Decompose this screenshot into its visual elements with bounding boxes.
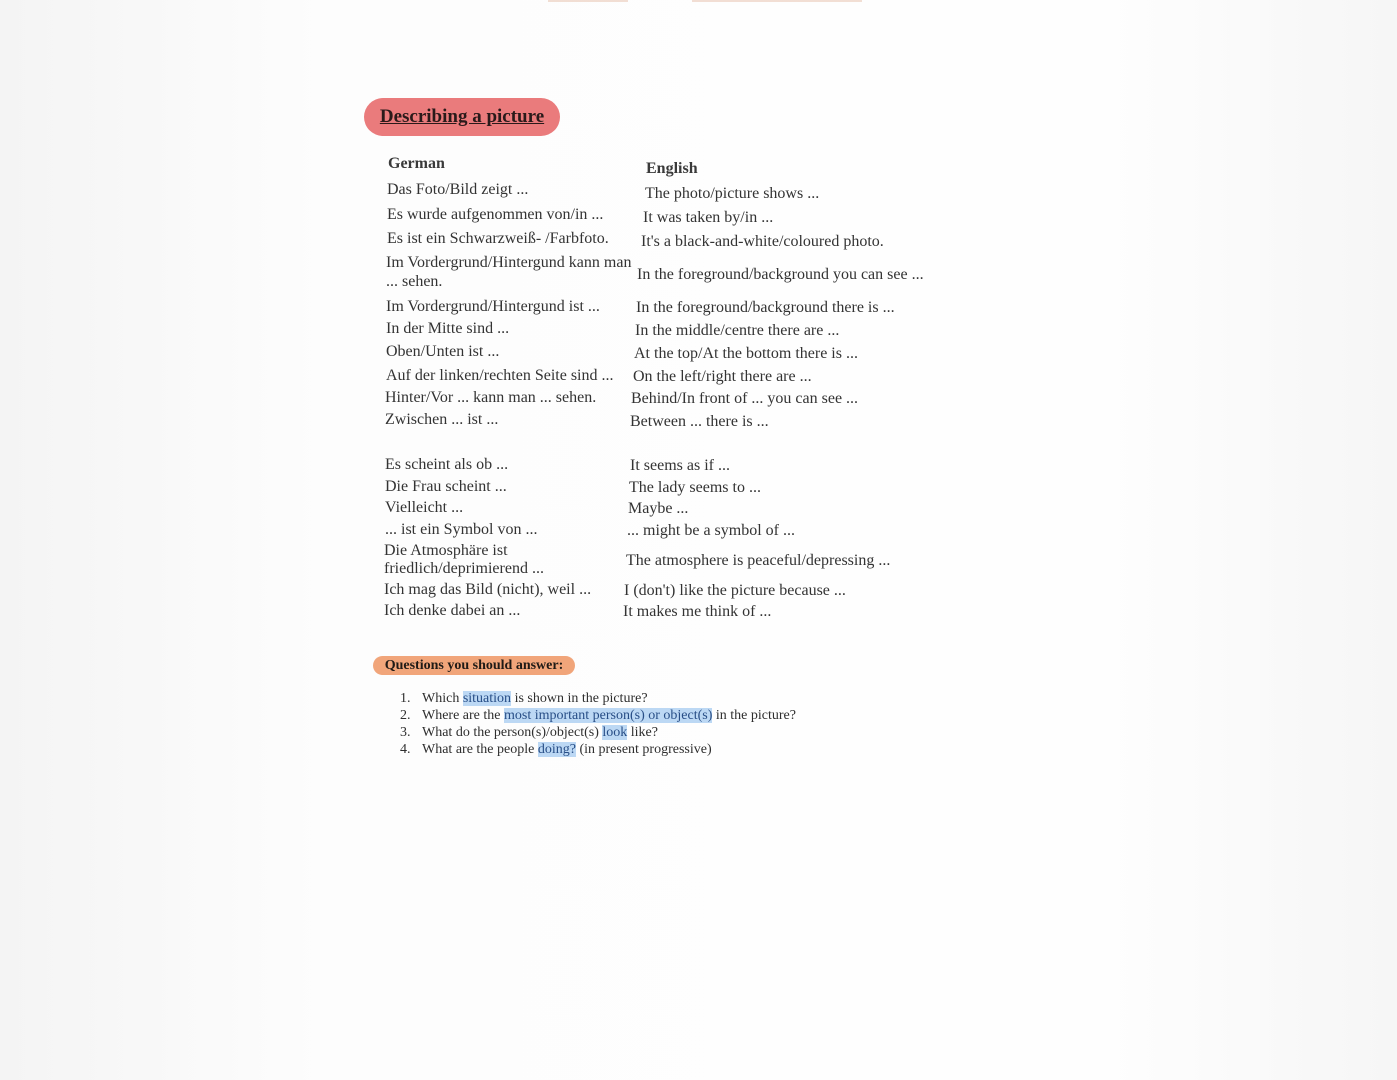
english-phrase: It's a black-and-white/coloured photo. [641, 233, 884, 250]
german-phrase: ... ist ein Symbol von ... [385, 521, 538, 538]
english-column-heading: English [646, 160, 698, 177]
german-phrase: Zwischen ... ist ... [385, 411, 499, 428]
question-text: is shown in the picture? [511, 691, 648, 706]
question-highlight: situation [462, 691, 512, 706]
english-phrase: ... might be a symbol of ... [627, 522, 795, 539]
german-phrase-continued: ... sehen. [386, 273, 443, 290]
questions-heading: Questions you should answer: [384, 657, 564, 673]
question-text: like? [627, 725, 658, 740]
question-text: What do the person(s)/object(s) [422, 725, 603, 740]
english-phrase: Between ... there is ... [630, 413, 769, 430]
question-highlight: most important person(s) or object(s) [504, 708, 713, 723]
question-text: (in present progressive) [575, 742, 712, 757]
english-phrase: Behind/In front of ... you can see ... [631, 390, 859, 407]
question-text: What are the people [422, 742, 538, 757]
question-text: in the picture? [712, 708, 796, 723]
german-phrase: Vielleicht ... [385, 499, 464, 516]
question-text: Where are the [422, 708, 504, 723]
german-phrase: Auf der linken/rechten Seite sind ... [386, 367, 614, 384]
english-phrase: The photo/picture shows ... [645, 185, 820, 202]
english-phrase: Maybe ... [628, 500, 689, 517]
german-phrase: Die Atmosphäre ist [384, 542, 508, 559]
questions-badge [373, 656, 575, 675]
german-phrase: Im Vordergrund/Hintergund kann man [386, 254, 632, 271]
german-phrase: Es ist ein Schwarzweiß- /Farbfoto. [387, 230, 609, 247]
english-phrase: In the middle/centre there are ... [635, 322, 840, 339]
english-phrase: It seems as if ... [630, 457, 730, 474]
english-phrase: In the foreground/background there is ... [636, 299, 895, 316]
german-phrase: Ich mag das Bild (nicht), weil ... [384, 581, 592, 598]
english-phrase: At the top/At the bottom there is ... [634, 345, 858, 362]
german-phrase: Die Frau scheint ... [385, 478, 507, 495]
question-item [400, 724, 796, 741]
question-highlight: doing? [537, 742, 576, 757]
question-number: 4. [400, 742, 411, 757]
scan-edge-mark [692, 0, 862, 2]
question-text: Which [422, 691, 463, 706]
english-phrase: It was taken by/in ... [643, 209, 774, 226]
questions-list [400, 690, 796, 758]
english-phrase: I (don't) like the picture because ... [624, 582, 846, 599]
german-phrase: Das Foto/Bild zeigt ... [387, 181, 529, 198]
german-phrase-continued: friedlich/deprimierend ... [384, 560, 544, 577]
english-phrase: The atmosphere is peaceful/depressing ... [626, 552, 891, 569]
english-phrase: It makes me think of ... [623, 603, 772, 620]
english-phrase: In the foreground/background you can see ... [637, 266, 924, 283]
scan-edge-mark [548, 0, 628, 2]
german-phrase: Ich denke dabei an ... [384, 602, 521, 619]
question-number: 2. [400, 708, 411, 723]
question-number: 1. [400, 691, 411, 706]
title-badge [364, 98, 560, 136]
english-phrase: On the left/right there are ... [633, 368, 812, 385]
german-phrase: In der Mitte sind ... [386, 320, 510, 337]
german-column-heading: German [388, 155, 445, 172]
german-phrase: Oben/Unten ist ... [386, 343, 500, 360]
question-highlight: look [602, 725, 628, 740]
page-title: Describing a picture [379, 106, 545, 127]
question-item [400, 690, 796, 707]
question-item [400, 707, 796, 724]
german-phrase: Es wurde aufgenommen von/in ... [387, 206, 604, 223]
german-phrase: Hinter/Vor ... kann man ... sehen. [385, 389, 597, 406]
german-phrase: Im Vordergrund/Hintergund ist ... [386, 298, 600, 315]
english-phrase: The lady seems to ... [629, 479, 761, 496]
question-item [400, 741, 796, 758]
german-phrase: Es scheint als ob ... [385, 456, 509, 473]
question-number: 3. [400, 725, 411, 740]
